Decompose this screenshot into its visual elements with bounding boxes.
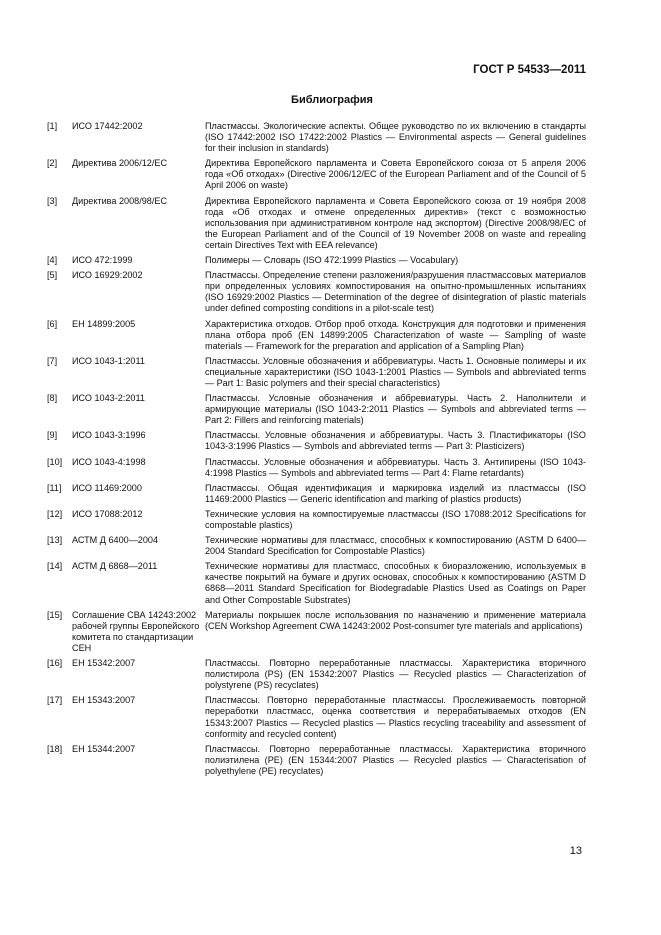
entry-description: Технические условия на компостируемые пластмассы (ISO 17088:2012 Specifications for compostable plastics) xyxy=(205,508,586,530)
entry-description: Пластмассы. Повторно переработанные пластмассы. Прослеживаемость повторной переработки пластмасс, оценка соответствия и перерабатываемых отходов (EN 15343:2007 Plastics — Recycled plastics — Plastics recycling traceability and assessment of conformity and recycled content) xyxy=(205,695,586,739)
entry-description: Пластмассы. Повторно переработанные пластмассы. Характеристика вторичного полиэтилена (PE) (EN 15344:2007 Plastics — Recycled plastics — Characterisation of polyethylene (PE) recyclates) xyxy=(205,743,586,776)
section-title: Библиография xyxy=(291,94,373,106)
bibliography-list xyxy=(47,121,586,781)
entry-description: Пластмассы. Условные обозначения и аббревиатуры. Часть 3. Антипирены (ISO 1043-4:1998 Plastics — Symbols and abbreviated terms — Part 4: Flame retardants) xyxy=(205,456,586,478)
bibliography-entry xyxy=(47,356,586,389)
entry-reference-code: ИСО 16929:2002 xyxy=(72,270,143,281)
entry-reference-code: ИСО 17088:2012 xyxy=(72,508,143,519)
entry-description: Директива Европейского парламента и Совета Европейского союза от 19 ноября 2008 года «Об отходах и отмене определенных директив» (текст с возможностью использования при административном контроле над экспортом) (Directive 2008/98/EC of the European Parliament and of the Council of 19 November 2008 on waste and repealing certain Directives Text with EEA relevance) xyxy=(205,195,586,250)
entry-number: [12] xyxy=(47,508,63,519)
entry-number: [10] xyxy=(47,456,63,467)
bibliography-entry xyxy=(47,561,586,605)
bibliography-entry xyxy=(47,744,586,777)
entry-reference-code: ИСО 11469:2000 xyxy=(72,482,142,493)
page-number: 13 xyxy=(569,845,582,857)
entry-number: [6] xyxy=(47,318,58,329)
entry-reference-code: ЕН 15344:2007 xyxy=(72,743,136,754)
bibliography-entry xyxy=(47,483,586,505)
bibliography-entry xyxy=(47,270,586,314)
entry-description: Пластмассы. Определение степени разложения/разрушения пластмассовых материалов при определенных условиях компостирования на опытно-промышленных испытаниях (ISO 16929:2002 Plastics — Determination of the degree of disintegration of plastic materials under defined composting conditions in a pilot-scale test) xyxy=(205,270,586,314)
entry-number: [2] xyxy=(47,158,58,169)
entry-number: [5] xyxy=(47,270,58,281)
entry-description: Технические нормативы для пластмасс, способных к биоразложению, используемых в качестве покрытий на бумаге и других основах, способных к компостированию (ASTM D 6868—2011 Standard Specification for Biodegradable Plastics Used as Coatings on Paper and Other Compostable Substrates) xyxy=(205,561,586,605)
entry-reference-code: ИСО 1043-3:1996 xyxy=(72,430,146,441)
entry-reference-code: ИСО 1043-2:2011 xyxy=(72,393,145,404)
entry-description: Технические нормативы для пластмасс, способных к компостированию (ASTM D 6400—2004 Standard Specification for Compostable Plastics) xyxy=(205,535,586,557)
entry-reference-code: ЕН 14899:2005 xyxy=(72,318,136,329)
entry-description: Полимеры — Словарь (ISO 472:1999 Plastics — Vocabulary) xyxy=(205,255,459,266)
bibliography-entry xyxy=(47,158,586,191)
bibliography-entry xyxy=(47,695,586,739)
bibliography-entry xyxy=(47,255,586,266)
bibliography-entry xyxy=(47,196,586,251)
entry-reference-code: АСТМ Д 6400—2004 xyxy=(72,535,159,546)
entry-reference-code: Директива 2006/12/ЕС xyxy=(72,158,168,169)
entry-reference-code: ИСО 17442:2002 xyxy=(72,121,143,131)
entry-reference-code: ЕН 15343:2007 xyxy=(72,695,136,706)
entry-description: Пластмассы. Экологические аспекты. Общее руководство по их включению в стандарты (ISO 17442:2002 ISO 17422:2002 Plastics — Environmental aspects — General guidelines for their inclusion in standards) xyxy=(205,121,586,154)
entry-number: [4] xyxy=(47,255,58,266)
entry-number: [3] xyxy=(47,195,58,206)
entry-number: [17] xyxy=(47,695,63,706)
entry-description: Пластмассы. Условные обозначения и аббревиатуры. Часть 2. Наполнители и армирующие материалы (ISO 1043-2:2011 Plastics — Symbols and abbreviated terms — Part 2: Fillers and reinforcing materials) xyxy=(205,393,586,426)
bibliography-entry xyxy=(47,393,586,426)
entry-description: Пластмассы. Повторно переработанные пластмассы. Характеристика вторичного полистирола (PS) (EN 15342:2007 Plastics — Recycled plastics — Characterization of polystyrene (PS) recyclates) xyxy=(205,658,586,691)
bibliography-entry xyxy=(47,430,586,452)
entry-reference-code: Директива 2008/98/ЕС xyxy=(72,195,168,206)
entry-reference-code: ИСО 1043-4:1998 xyxy=(72,456,146,467)
entry-reference-code: ИСО 472:1999 xyxy=(72,255,133,266)
document-header: ГОСТ Р 54533—2011 xyxy=(473,64,586,76)
bibliography-entry xyxy=(47,658,586,691)
entry-reference-code: ИСО 1043-1:2011 xyxy=(72,355,145,366)
entry-description: Материалы покрышек после использования по назначению и применение материала (CEN Workshop Agreement CWA 14243:2002 Post-consumer tyre materials and applications) xyxy=(205,609,586,631)
entry-number: [18] xyxy=(47,743,63,754)
bibliography-entry xyxy=(47,610,586,654)
entry-description: Пластмассы. Условные обозначения и аббревиатуры. Часть 3. Пластификаторы (ISO 1043-3:1996 Plastics — Symbols and abbreviated terms — Part 3: Plasticizers) xyxy=(205,430,586,452)
bibliography-entry xyxy=(47,319,586,352)
entry-number: [14] xyxy=(47,561,63,572)
bibliography-entry xyxy=(47,509,586,531)
bibliography-entry xyxy=(47,535,586,557)
entry-description: Директива Европейского парламента и Совета Европейского союза от 5 апреля 2006 года «Об отходах» (Directive 2006/12/EC of the European Parliament and of the Council of 5 April 2006 on waste) xyxy=(205,158,586,191)
entry-reference-code: ЕН 15342:2007 xyxy=(72,658,136,669)
entry-number: [15] xyxy=(47,609,63,620)
entry-number: [16] xyxy=(47,658,63,669)
entry-description: Характеристика отходов. Отбор проб отхода. Конструкция для подготовки и применения плана отбора проб (EN 14899:2005 Characterization of waste — Sampling of waste materials — Framework for the preparation and application of a Sampling Plan) xyxy=(205,318,586,351)
entry-reference-code: Соглашение СВА 14243:2002 рабочей группы Европейского комитета по стандартизации СЕН xyxy=(72,609,200,653)
entry-number: [9] xyxy=(47,430,58,441)
entry-reference-code: АСТМ Д 6868—2011 xyxy=(72,561,158,572)
entry-number: [1] xyxy=(47,121,58,131)
entry-number: [7] xyxy=(47,355,58,366)
entry-description: Пластмассы. Общая идентификация и маркировка изделий из пластмассы (ISO 11469:2000 Plastics — Generic identification and marking of plastics products) xyxy=(205,482,586,504)
entry-number: [13] xyxy=(47,535,63,546)
entry-description: Пластмассы. Условные обозначения и аббревиатуры. Часть 1. Основные полимеры и их специальные характеристики (ISO 1043-1:2001 Plastics — Symbols and abbreviated terms — Part 1: Basic polymers and their special characteristics) xyxy=(205,355,586,388)
entry-number: [8] xyxy=(47,393,58,404)
bibliography-entry xyxy=(47,121,586,154)
bibliography-entry xyxy=(47,457,586,479)
entry-number: [11] xyxy=(47,482,62,493)
